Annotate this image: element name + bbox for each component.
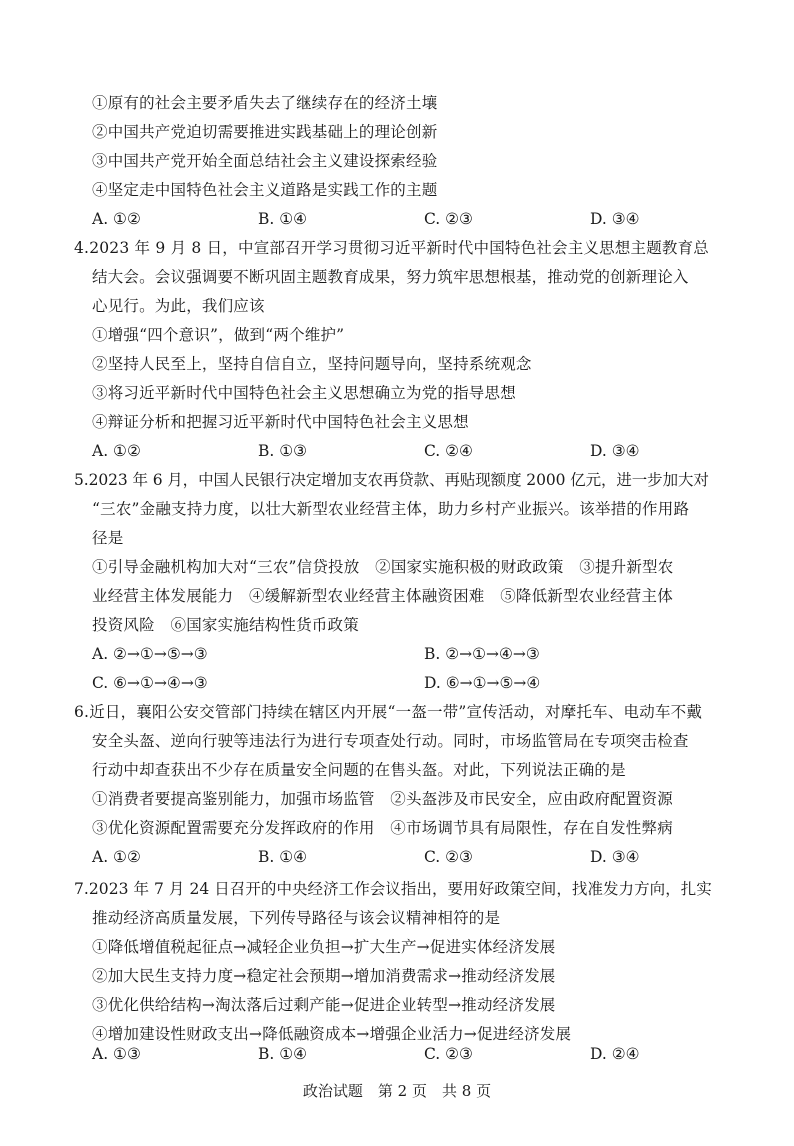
q4-item-3: ③将习近平新时代中国特色社会主义思想确立为党的指导思想: [92, 384, 516, 402]
q4-option-b: B. ①③: [258, 442, 308, 460]
q3-option-c: C. ②③: [424, 210, 473, 228]
q3-option-d: D. ③④: [590, 210, 640, 228]
q7-stem-line-2: 推动经济高质量发展，下列传导路径与该会议精神相符的是: [92, 909, 501, 927]
q3-item-4: ④坚定走中国特色社会主义道路是实践工作的主题: [92, 181, 438, 199]
q7-option-c: C. ②③: [424, 1045, 473, 1063]
q4-option-d: D. ③④: [590, 442, 640, 460]
q5-stem-line-1: 5.2023 年 6 月，中国人民银行决定增加支农再贷款、再贴现额度 2000 亿元，进一步加大对: [74, 471, 709, 489]
q3-option-a: A. ①②: [92, 210, 141, 228]
q6-stem-line-1: 6.近日，襄阳公安交管部门持续在辖区内开展“一盔一带”宣传活动，对摩托车、电动车不戴: [74, 703, 703, 721]
q6-option-a: A. ①②: [92, 848, 141, 866]
q3-item-1: ①原有的社会主要矛盾失去了继续存在的经济土壤: [92, 94, 438, 112]
q5-items-line-3: 投资风险 ⑥国家实施结构性货币政策: [92, 616, 359, 634]
q6-stem-line-3: 行动中却查获出不少存在质量安全问题的在售头盔。对此，下列说法正确的是: [92, 761, 626, 779]
q5-stem-line-3: 径是: [92, 529, 124, 547]
q4-option-a: A. ①②: [92, 442, 141, 460]
q7-item-4: ④增加建设性财政支出→降低融资成本→增强企业活力→促进经济发展: [92, 1025, 572, 1043]
q4-stem-line-1: 4.2023 年 9 月 8 日，中宣部召开学习贯彻习近平新时代中国特色社会主义思想主题教育总: [74, 239, 709, 257]
q4-option-c: C. ②④: [424, 442, 473, 460]
q5-option-a: A. ②→①→⑤→③: [92, 645, 208, 663]
q5-items-line-2: 业经营主体发展能力 ④缓解新型农业经营主体融资困难 ⑤降低新型农业经营主体: [92, 587, 673, 605]
q3-option-b: B. ①④: [258, 210, 308, 228]
q5-option-c: C. ⑥→①→④→③: [92, 674, 208, 692]
q7-item-3: ③优化供给结构→淘汰落后过剩产能→促进企业转型→推动经济发展: [92, 996, 556, 1014]
q7-item-1: ①降低增值税起征点→减轻企业负担→扩大生产→促进实体经济发展: [92, 938, 556, 956]
q6-items-line-2: ③优化资源配置需要充分发挥政府的作用 ④市场调节具有局限性，存在自发性弊病: [92, 819, 673, 837]
q4-item-1: ①增强“四个意识”，做到“两个维护”: [92, 326, 345, 344]
q7-stem-line-1: 7.2023 年 7 月 24 日召开的中央经济工作会议指出，要用好政策空间，找准发力方向，扎实: [74, 880, 712, 898]
q4-stem-line-2: 结大会。会议强调要不断巩固主题教育成果，努力筑牢思想根基，推动党的创新理论入: [92, 268, 689, 286]
q6-items-line-1: ①消费者要提高鉴别能力，加强市场监管 ②头盔涉及市民安全，应由政府配置资源: [92, 790, 673, 808]
q7-option-b: B. ①④: [258, 1045, 308, 1063]
q6-option-d: D. ③④: [590, 848, 640, 866]
q6-option-b: B. ①④: [258, 848, 308, 866]
q5-items-line-1: ①引导金融机构加大对“三农”信贷投放 ②国家实施积极的财政政策 ③提升新型农: [92, 558, 674, 576]
q6-stem-line-2: 安全头盔、逆向行驶等违法行为进行专项查处行动。同时，市场监管局在专项突击检查: [92, 732, 689, 750]
q5-option-b: B. ②→①→④→③: [424, 645, 540, 663]
q6-option-c: C. ②③: [424, 848, 473, 866]
q3-item-2: ②中国共产党迫切需要推进实践基础上的理论创新: [92, 123, 438, 141]
page-footer: 政治试题 第 2 页 共 8 页: [302, 1082, 492, 1100]
q4-item-2: ②坚持人民至上，坚持自信自立，坚持问题导向，坚持系统观念: [92, 355, 532, 373]
q5-option-d: D. ⑥→①→⑤→④: [424, 674, 541, 692]
q7-option-d: D. ②④: [590, 1045, 640, 1063]
q7-option-a: A. ①③: [92, 1045, 141, 1063]
q4-stem-line-3: 心见行。为此，我们应该: [92, 297, 265, 315]
q7-item-2: ②加大民生支持力度→稳定社会预期→增加消费需求→推动经济发展: [92, 967, 556, 985]
q5-stem-line-2: “三农”金融支持力度，以壮大新型农业经营主体，助力乡村产业振兴。该举措的作用路: [92, 500, 690, 518]
q4-item-4: ④辩证分析和把握习近平新时代中国特色社会主义思想: [92, 413, 469, 431]
q3-item-3: ③中国共产党开始全面总结社会主义建设探索经验: [92, 152, 438, 170]
